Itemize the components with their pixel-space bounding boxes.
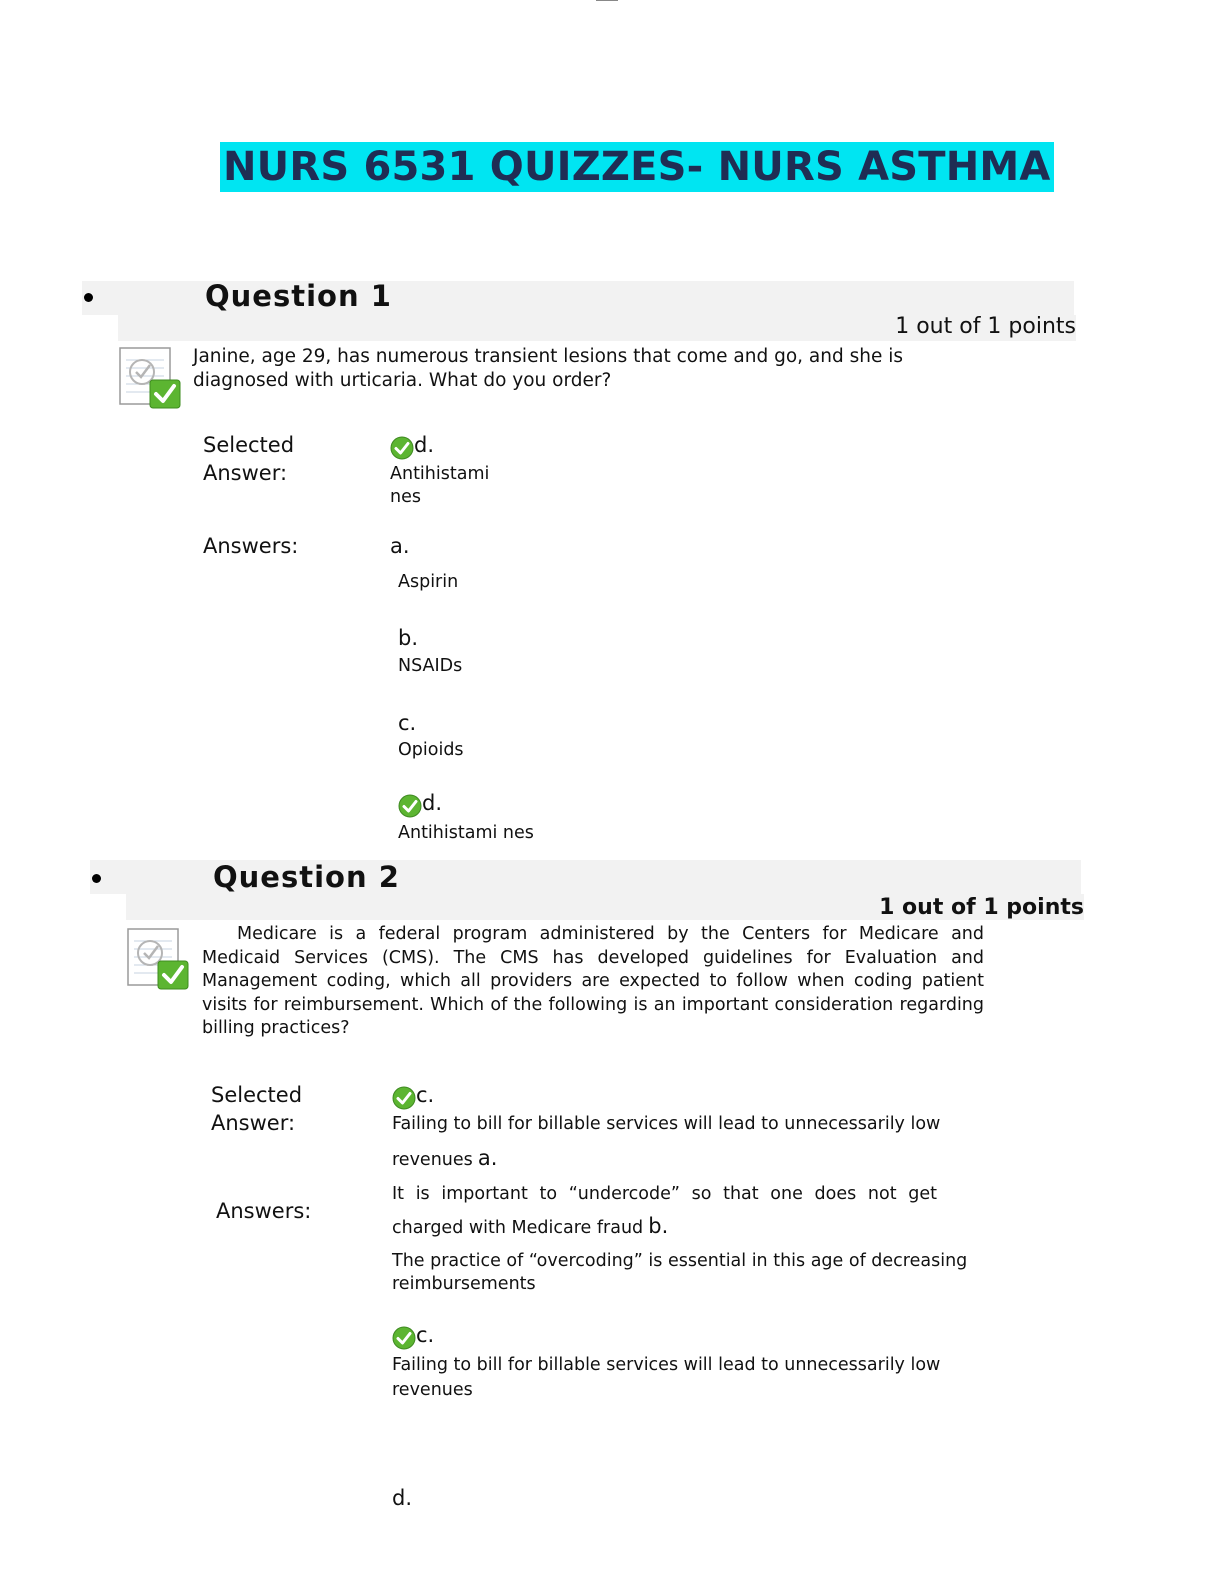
answer-letter: b. [398,626,419,650]
answer-text: It is important to “undercode” so that one does not get [392,1184,937,1204]
check-circle-icon [390,436,414,460]
graded-correct-icon [118,346,182,410]
question-2-title: Question 2 [213,860,400,894]
answer-text: The practice of “overcoding” is essential in this age of decreasing [392,1251,968,1271]
question-2-correct-answer [392,1323,434,1350]
answer-text: charged with Medicare fraud [392,1218,644,1238]
answer-letter: d. [392,1486,413,1510]
question-2-text: Medicare is a federal program administered by the Centers for Medicare and Medicaid Services (CMS). The CMS has developed guidelines for Evaluation and Management coding, which all providers are expected to follow when coding patient visits for reimbursement. Which of the following is an important consideration regarding billing practices? [202,924,984,1038]
question-1-points: 1 out of 1 points [895,314,1076,339]
answer-letter: b. [648,1214,669,1238]
answer-text: Failing to bill for billable services will lead to unnecessarily low [392,1114,941,1134]
question-2-selected-answer [392,1083,434,1110]
question-1-correct-answer [398,791,442,818]
answer-text: NSAIDs [398,656,463,676]
question-2-answers-label: Answers: [216,1199,312,1223]
answer-text: reimbursements [392,1274,536,1294]
answer-row [392,1214,668,1238]
answer-text: revenues [392,1380,473,1400]
check-circle-icon [392,1326,416,1350]
question-1-text: Janine, age 29, has numerous transient lesions that come and go, and she is diagnosed with urticaria. What do you order? [193,346,903,391]
answer-text: Antihistami [390,463,490,484]
answer-letter: c. [416,1323,435,1347]
bullet-dot-icon [84,293,93,302]
question-1-selected-label: Selected Answer: [203,433,295,485]
answer-letter: a. [390,534,410,558]
answer-letter: d. [414,433,435,457]
bullet-dot-icon [92,874,101,883]
question-2-points: 1 out of 1 points [879,895,1084,920]
answer-text: Antihistami nes [398,823,534,843]
answer-text: Aspirin [398,572,459,592]
answer-text: revenues [392,1150,473,1170]
graded-correct-icon [126,927,190,991]
page-top-mark [596,0,618,3]
answer-text: Opioids [398,740,464,760]
check-circle-icon [392,1086,416,1110]
answer-text: Failing to bill for billable services will lead to unnecessarily low [392,1355,941,1375]
answer-letter: c. [416,1083,435,1107]
document-title: NURS 6531 QUIZZES- NURS ASTHMA [220,142,1054,192]
answer-letter: c. [398,711,417,735]
question-1-title: Question 1 [205,279,392,313]
question-1-answers-label: Answers: [203,534,299,558]
check-circle-icon [398,794,422,818]
answer-letter: d. [422,791,443,815]
question-2-selected-label: Selected Answer: [211,1083,303,1135]
question-1-selected-answer [390,433,489,509]
answer-text: nes [390,486,421,507]
answer-letter: a. [477,1146,498,1170]
answer-row [392,1146,497,1170]
